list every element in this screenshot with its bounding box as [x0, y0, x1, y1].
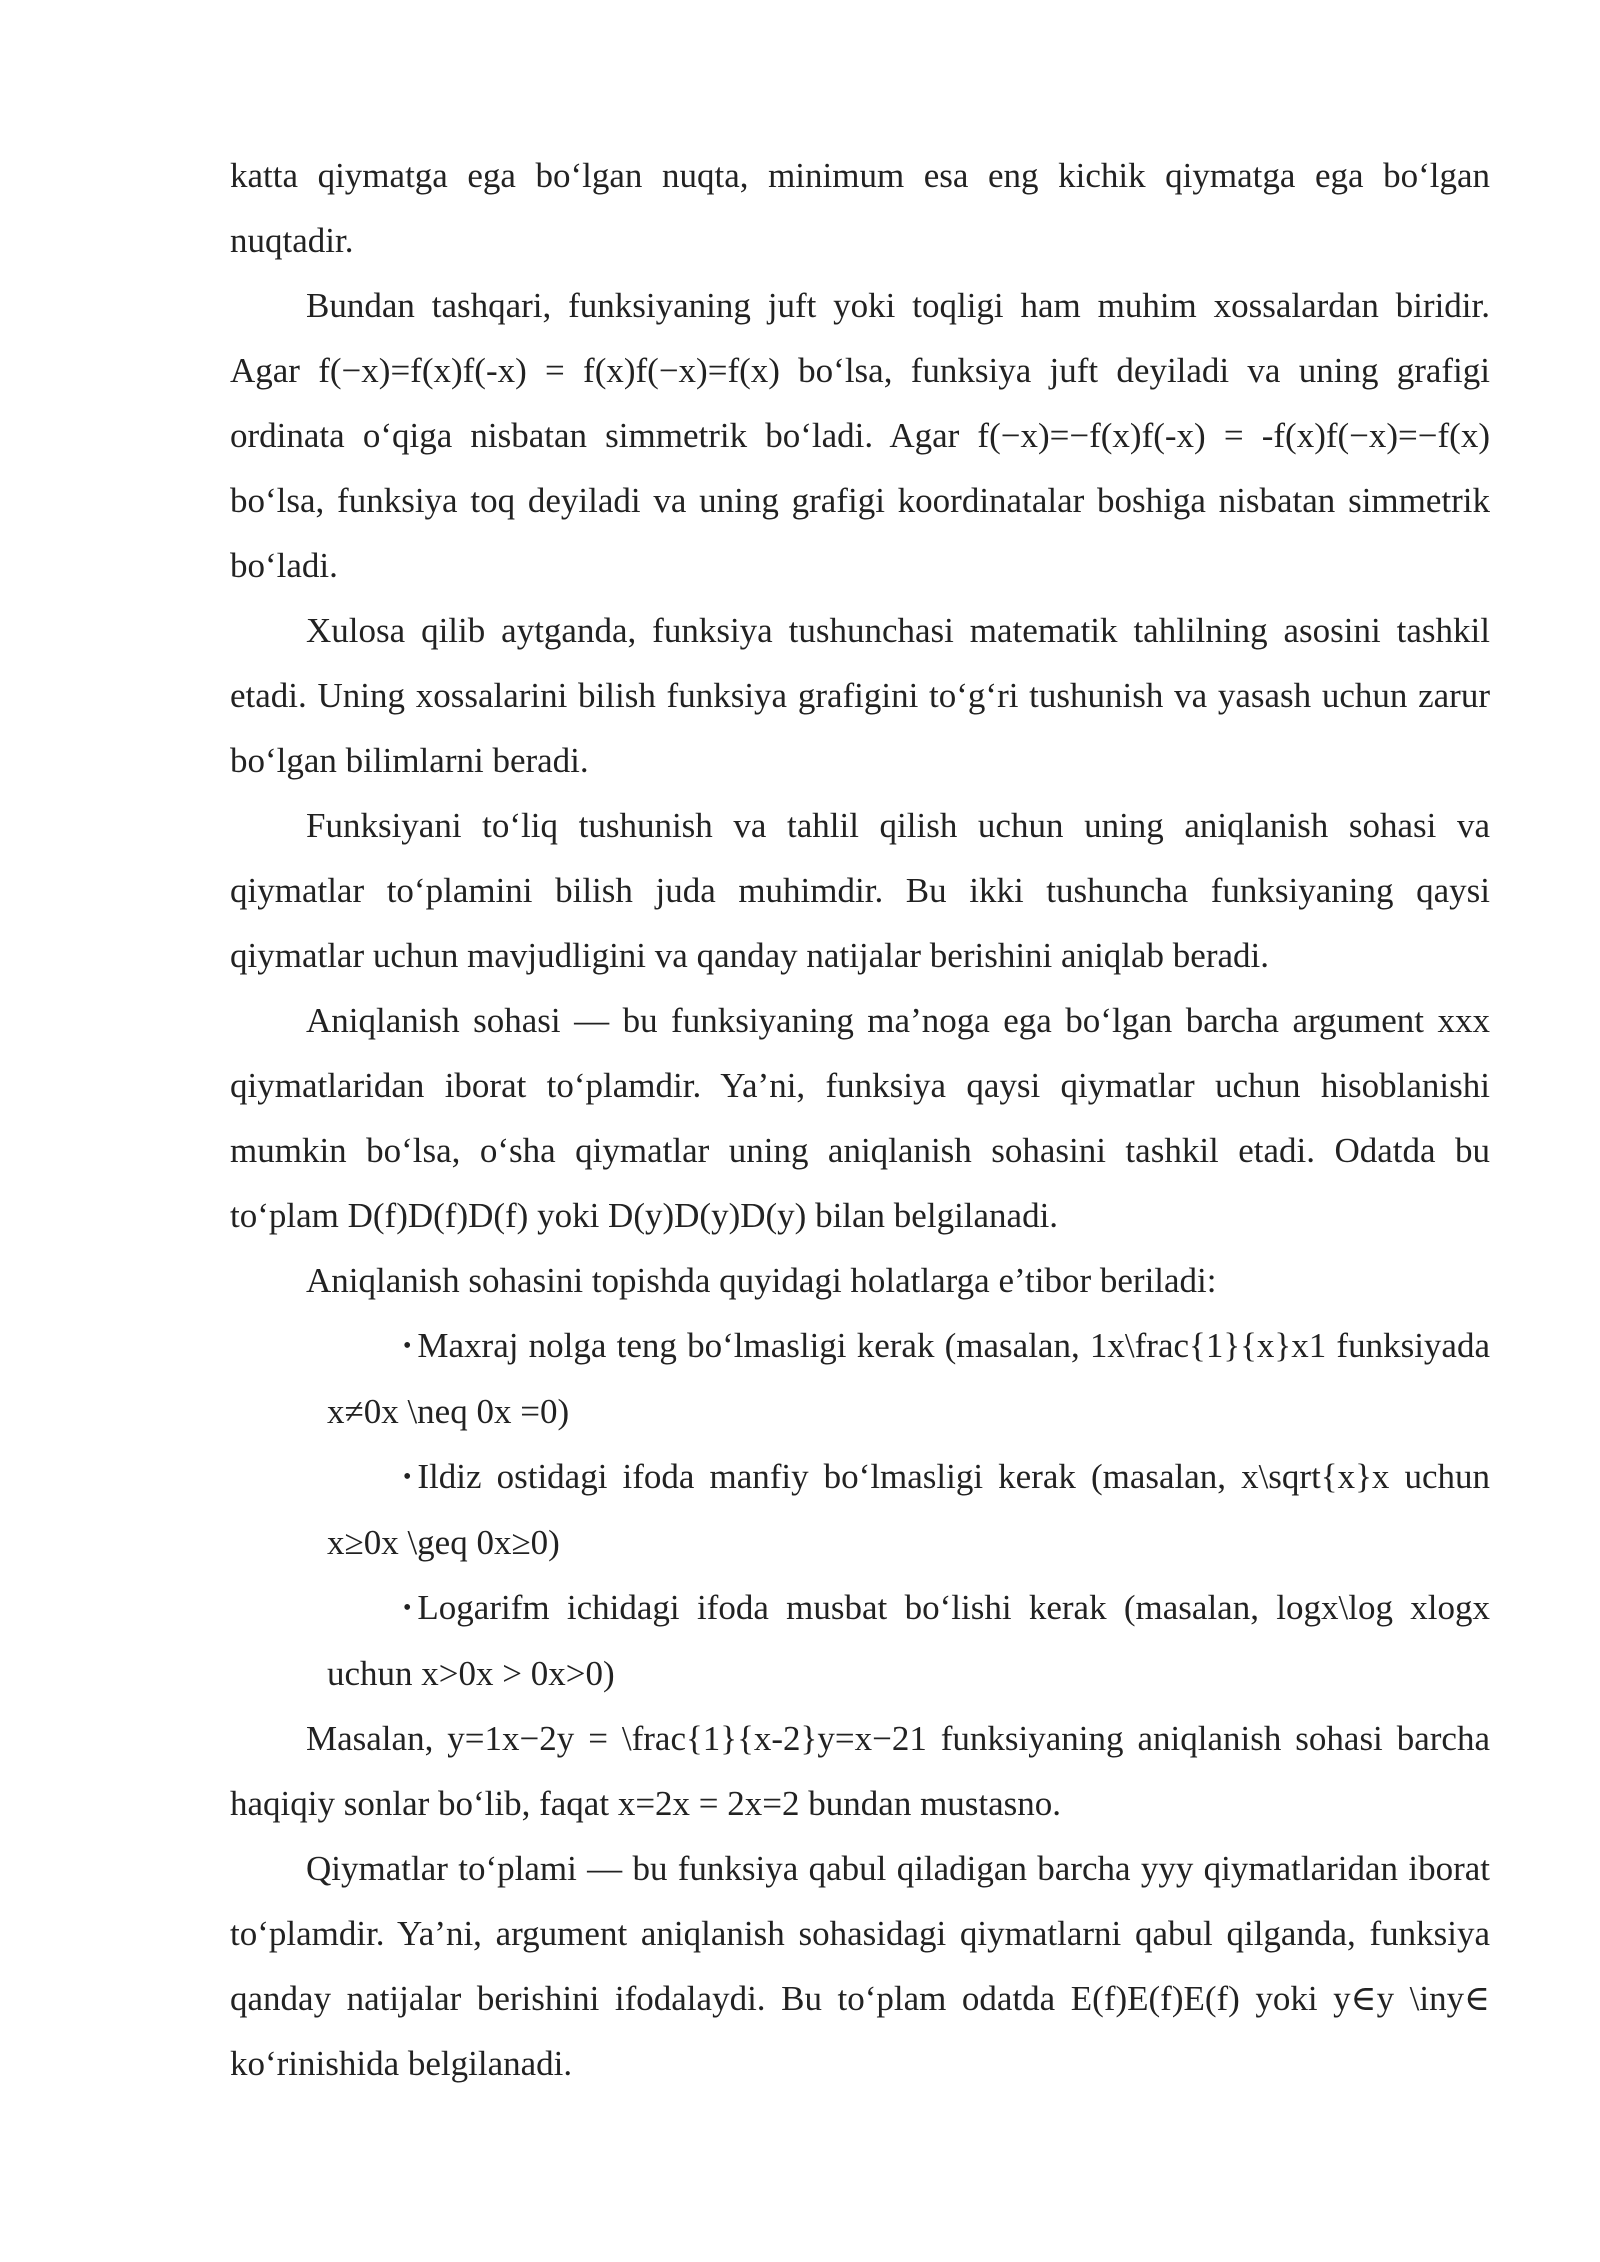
paragraph-example: Masalan, y=1x−2y = \frac{1}{x-2}y=x−21 funksiyaning aniqlanish sohasi barcha haqiqiy sonlar bo‘lib, faqat x=2x = 2x=2 bundan mustasno. [230, 1719, 1490, 1823]
page-body [230, 143, 1490, 2096]
bullet-icon: • [403, 1464, 412, 1490]
list-item [327, 1444, 1490, 1575]
list-item [327, 1313, 1490, 1444]
list-item-text: Logarifm ichidagi ifoda musbat bo‘lishi kerak (masalan, logx\log xlogx uchun x>0x > 0x>0) [327, 1588, 1490, 1693]
paragraph-conclusion: Xulosa qilib aytganda, funksiya tushunchasi matematik tahlilning asosini tashkil etadi. Uning xossalarini bilish funksiya grafigini to‘g‘ri tushunish va yasash uchun zarur bo‘lgan bilimlarni beradi. [230, 611, 1490, 780]
paragraph-intro-domain-range: Funksiyani to‘liq tushunish va tahlil qilish uchun uning aniqlanish sohasi va qiymatlar to‘plamini bilish juda muhimdir. Bu ikki tushuncha funksiyaning qaysi qiymatlar uchun mavjudligini va qanday natijalar berishini aniqlab beradi. [230, 806, 1490, 975]
list-item-text: Maxraj nolga teng bo‘lmasligi kerak (masalan, 1x\frac{1}{x}x1 funksiyada x≠0x \neq 0x =0) [327, 1326, 1490, 1431]
list-item-text: Ildiz ostidagi ifoda manfiy bo‘lmasligi kerak (masalan, x\sqrt{x}x uchun x≥0x \geq 0x≥0) [327, 1457, 1490, 1562]
paragraph-domain-conditions-intro: Aniqlanish sohasini topishda quyidagi holatlarga e’tibor beriladi: [306, 1261, 1217, 1300]
paragraph-continuation: katta qiymatga ega bo‘lgan nuqta, minimum esa eng kichik qiymatga ega bo‘lgan nuqtadir. [230, 156, 1490, 260]
paragraph-parity: Bundan tashqari, funksiyaning juft yoki toqligi ham muhim xossalardan biridir. Agar f(−x)=f(x)f(-x) = f(x)f(−x)=f(x) bo‘lsa, funksiya juft deyiladi va uning grafigi ordinata o‘qiga nisbatan simmetrik bo‘ladi. Agar f(−x)=−f(x)f(-x) = -f(x)f(−x)=−f(x) bo‘lsa, funksiya toq deyiladi va uning grafigi koordinatalar boshiga nisbatan simmetrik bo‘ladi. [230, 286, 1490, 585]
bullet-icon: • [403, 1595, 412, 1621]
bullet-icon: • [403, 1333, 412, 1359]
list-item [327, 1575, 1490, 1706]
paragraph-domain-definition: Aniqlanish sohasi — bu funksiyaning ma’noga ega bo‘lgan barcha argument xxx qiymatlaridan iborat to‘plamdir. Ya’ni, funksiya qaysi qiymatlar uchun hisoblanishi mumkin bo‘lsa, o‘sha qiymatlar uning aniqlanish sohasini tashkil etadi. Odatda bu to‘plam D(f)D(f)D(f) yoki D(y)D(y)D(y) bilan belgilanadi. [230, 1001, 1490, 1235]
paragraph-range-definition: Qiymatlar to‘plami — bu funksiya qabul qiladigan barcha yyy qiymatlaridan iborat to‘plamdir. Ya’ni, argument aniqlanish sohasidagi qiymatlarni qabul qilganda, funksiya qanday natijalar berishini ifodalaydi. Bu to‘plam odatda E(f)E(f)E(f) yoki y∈y \iny∈ ko‘rinishida belgilanadi. [230, 1849, 1490, 2083]
